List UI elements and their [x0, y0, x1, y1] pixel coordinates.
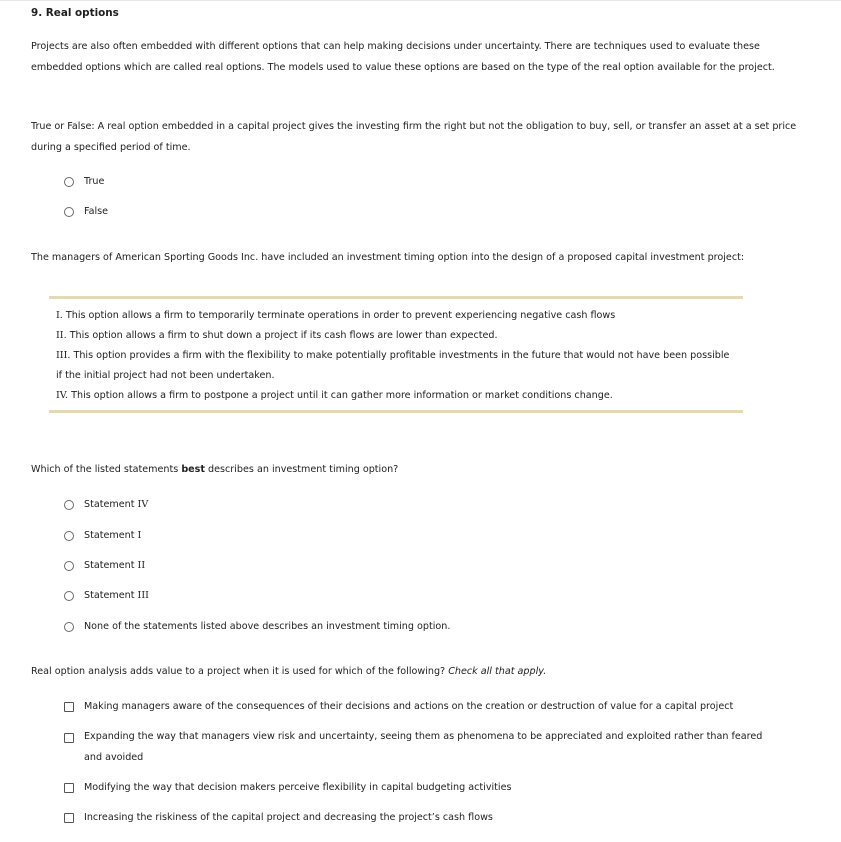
q2-option-statement-iii[interactable] — [64, 590, 149, 601]
option-label: Statement I — [84, 530, 142, 541]
statement-text: This option provides a firm with the flexibility to make potentially profitable investments in the future that would not have been possible if the initial project had not been undertaken. — [56, 350, 730, 381]
option-label: None of the statements listed above describes an investment timing option. — [84, 621, 451, 632]
radio-button[interactable] — [64, 591, 74, 601]
radio-button[interactable] — [64, 531, 74, 541]
statement-4 — [56, 386, 736, 406]
prompt-text: describes an investment timing option? — [204, 464, 399, 475]
context-paragraph: The managers of American Sporting Goods Inc. have included an investment timing option into the design of a proposed capital investment project: — [31, 252, 745, 263]
checkbox[interactable] — [64, 813, 74, 823]
statement-number: III. — [56, 350, 71, 361]
q2-prompt — [31, 460, 806, 481]
prompt-emphasis: best — [181, 464, 205, 475]
q2-option-none[interactable] — [64, 621, 450, 632]
checkbox[interactable] — [64, 733, 74, 743]
option-label: Modifying the way that decision makers perceive flexibility in capital budgeting activities — [84, 782, 512, 793]
q1-option-false[interactable] — [64, 206, 108, 217]
q3-option-3[interactable] — [64, 782, 511, 793]
statement-number: II. — [56, 330, 67, 341]
option-label: Making managers aware of the consequences of their decisions and actions on the creation or destruction of value for a capital project — [84, 701, 734, 712]
radio-button[interactable] — [64, 177, 74, 187]
option-label: True — [84, 176, 105, 187]
statement-3 — [56, 346, 736, 386]
intro-paragraph: Projects are also often embedded with different options that can help making decisions under uncertainty. There are techniques used to evaluate these embedded options which are called real options. The models used to value these options are based on the type of the real option available for the project. — [31, 41, 775, 73]
statement-text: This option allows a firm to postpone a project until it can gather more information or market conditions change. — [68, 390, 613, 401]
option-label: Statement III — [84, 590, 149, 601]
q3-prompt — [31, 662, 806, 683]
prompt-text: Which of the listed statements — [31, 464, 182, 475]
option-label: Statement IV — [84, 499, 149, 510]
prompt-instruction: Check all that apply. — [448, 666, 547, 677]
q2-option-statement-i[interactable] — [64, 530, 141, 541]
radio-button[interactable] — [64, 207, 74, 217]
radio-button[interactable] — [64, 500, 74, 510]
statements-box — [49, 296, 743, 414]
statement-number: I. — [56, 310, 63, 321]
box-top-rule — [49, 296, 743, 299]
top-divider — [0, 0, 841, 1]
q3-option-4[interactable] — [64, 812, 493, 823]
prompt-text: Real option analysis adds value to a project when it is used for which of the following? — [31, 666, 449, 677]
option-label: Increasing the riskiness of the capital project and decreasing the project’s cash flows — [84, 812, 493, 823]
statement-text: This option allows a firm to shut down a project if its cash flows are lower than expected. — [66, 330, 498, 341]
statement-number: IV. — [56, 390, 69, 401]
option-label: Statement II — [84, 560, 146, 571]
q3-option-2[interactable] — [64, 727, 774, 768]
q2-option-statement-iv[interactable] — [64, 499, 148, 510]
statement-1 — [56, 306, 736, 326]
option-label: False — [84, 206, 109, 217]
radio-button[interactable] — [64, 622, 74, 632]
checkbox[interactable] — [64, 702, 74, 712]
question-title: 9. Real options — [31, 7, 119, 19]
statement-text: This option allows a firm to temporarily terminate operations in order to prevent experiencing negative cash flows — [62, 310, 616, 321]
option-label: Expanding the way that managers view risk and uncertainty, seeing them as phenomena to be appreciated and exploited rather than feared and avoided — [84, 731, 763, 763]
statement-2 — [56, 326, 736, 346]
q2-option-statement-ii[interactable] — [64, 560, 145, 571]
radio-button[interactable] — [64, 561, 74, 571]
q3-option-1[interactable] — [64, 701, 733, 712]
q1-prompt: True or False: A real option embedded in a capital project gives the investing firm the right but not the obligation to buy, sell, or transfer an asset at a set price during a specified period of time. — [31, 121, 797, 153]
checkbox[interactable] — [64, 783, 74, 793]
box-bottom-rule — [49, 410, 743, 413]
q1-option-true[interactable] — [64, 176, 104, 187]
